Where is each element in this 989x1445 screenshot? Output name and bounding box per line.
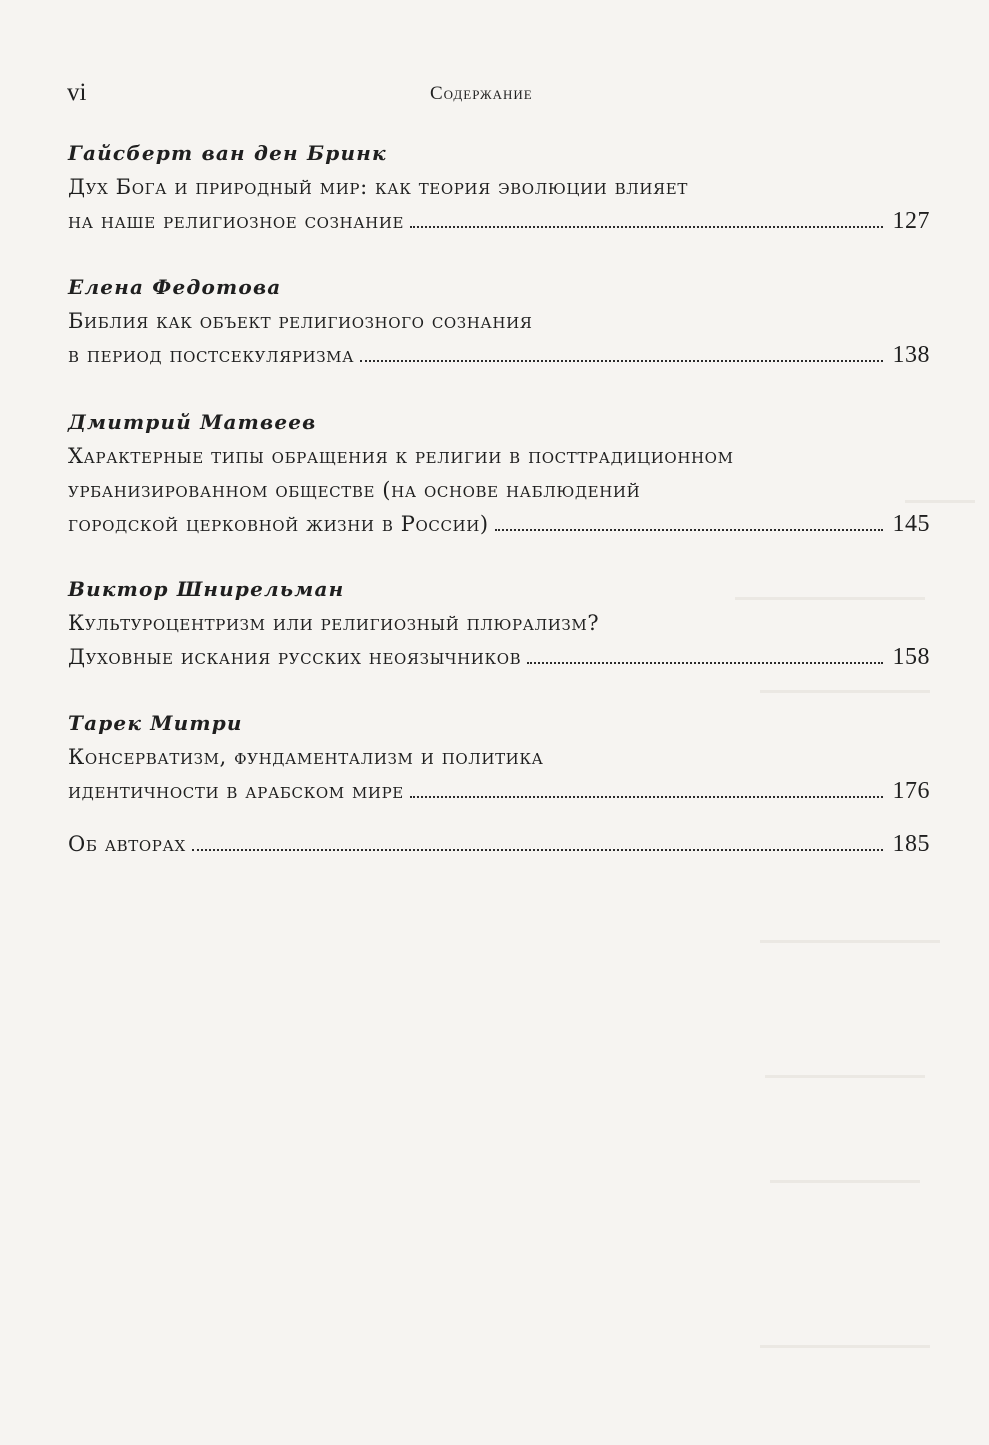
show-through-mark xyxy=(760,1345,930,1348)
entry-title-end: на наше религиозное сознание xyxy=(68,209,405,233)
toc-entry xyxy=(68,405,930,541)
entry-last-line xyxy=(68,774,930,808)
entry-page-number: 138 xyxy=(892,342,930,368)
entry-page-number: 158 xyxy=(892,644,930,670)
dot-leader xyxy=(495,528,883,531)
toc-entry xyxy=(68,572,930,674)
page-folio: vi xyxy=(67,79,87,106)
entry-last-line xyxy=(68,507,930,541)
entry-title-line: Дух Бога и природный мир: как теория эволюции влияет xyxy=(68,175,688,199)
about-authors-label: Об авторах xyxy=(68,832,186,856)
toc-entry-about-authors xyxy=(68,827,930,861)
toc-entry xyxy=(68,706,930,808)
toc-entry xyxy=(68,270,930,372)
show-through-mark xyxy=(760,940,940,943)
entry-title-line: урбанизированном обществе (на основе наблюдений xyxy=(68,478,641,502)
entry-author: Тарек Митри xyxy=(68,711,243,735)
entry-title-end: идентичности в арабском мире xyxy=(68,779,404,803)
entry-title-line: Характерные типы обращения к религии в посттрадиционном xyxy=(68,444,734,468)
dot-leader xyxy=(192,848,883,851)
entry-title-end: в период постсекуляризма xyxy=(68,343,355,367)
entry-title-line: Библия как объект религиозного сознания xyxy=(68,309,533,333)
entry-title-line: Консерватизм, фундаментализм и политика xyxy=(68,745,544,769)
show-through-mark xyxy=(760,690,930,693)
dot-leader xyxy=(410,225,882,228)
entry-author: Гайсберт ван ден Бринк xyxy=(68,141,387,165)
entry-title-line: Культуроцентризм или религиозный плюрализм? xyxy=(68,611,600,635)
entry-last-line xyxy=(68,338,930,372)
entry-last-line xyxy=(68,827,930,861)
entry-last-line xyxy=(68,204,930,238)
entry-last-line xyxy=(68,640,930,674)
toc-entry xyxy=(68,136,930,238)
show-through-mark xyxy=(765,1075,925,1078)
entry-page-number: 127 xyxy=(892,208,930,234)
running-head: Содержание xyxy=(430,83,533,104)
entry-author: Виктор Шнирельман xyxy=(68,577,345,601)
entry-page-number: 176 xyxy=(892,778,930,804)
dot-leader xyxy=(360,359,882,362)
dot-leader xyxy=(410,795,883,798)
page-header xyxy=(67,78,569,108)
dot-leader xyxy=(527,661,882,664)
show-through-mark xyxy=(770,1180,920,1183)
entry-author: Дмитрий Матвеев xyxy=(68,410,317,434)
entry-page-number: 145 xyxy=(892,511,930,537)
entry-author: Елена Федотова xyxy=(68,275,282,299)
entry-title-end: городской церковной жизни в России) xyxy=(68,512,489,536)
entry-title-end: Духовные искания русских неоязычников xyxy=(68,645,522,669)
entry-page-number: 185 xyxy=(892,831,930,857)
